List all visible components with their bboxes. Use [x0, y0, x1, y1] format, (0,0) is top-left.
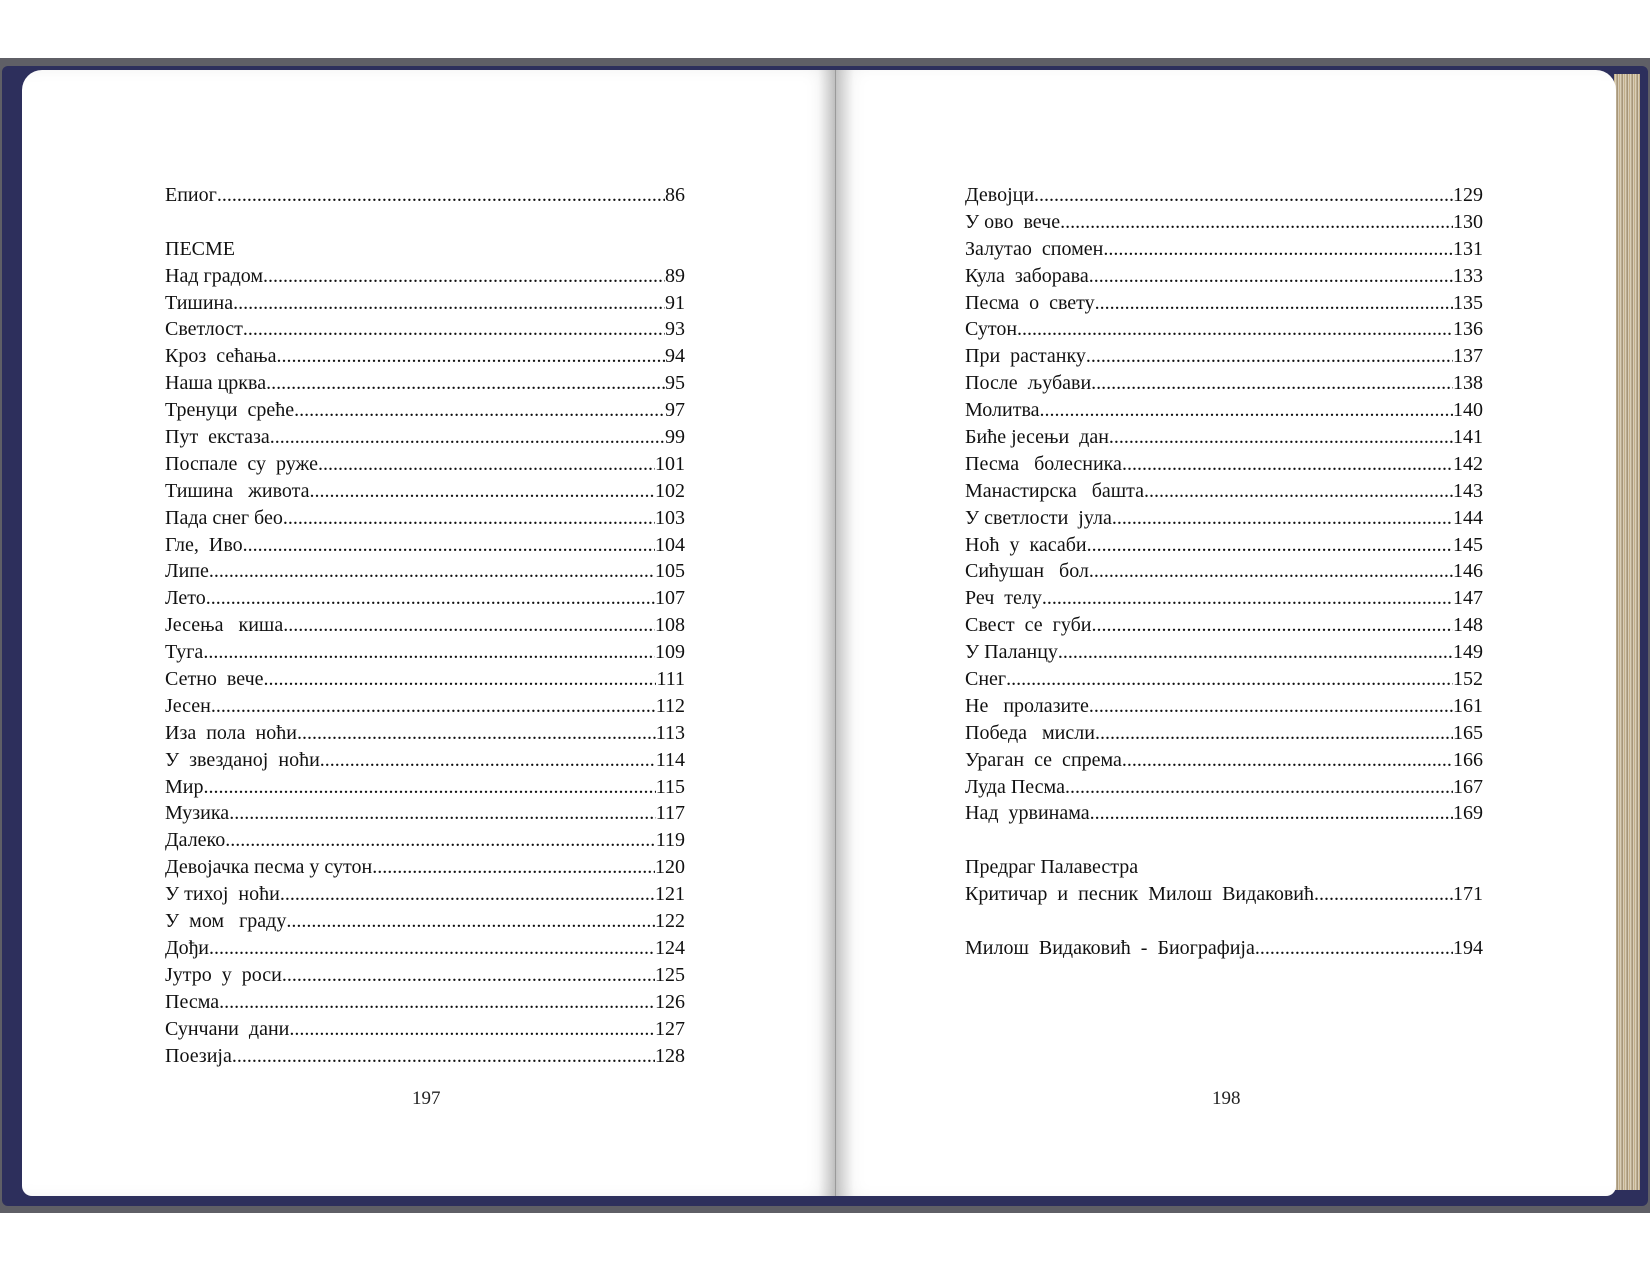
leader-dots: [282, 962, 655, 989]
toc-entry: [165, 612, 685, 639]
toc-entry-page: 95: [665, 372, 685, 395]
toc-entry-title: Поспале су руже: [165, 452, 318, 475]
toc-entry-title: Тишина живота: [165, 479, 310, 502]
toc-entry: [165, 397, 685, 424]
left-entries-list: [165, 263, 685, 1070]
toc-entry: [165, 881, 685, 908]
leader-dots: [1122, 747, 1453, 774]
toc-entry-page: 117: [655, 802, 685, 825]
leader-dots: [211, 693, 656, 720]
toc-entry-page: 141: [1453, 426, 1483, 449]
leader-dots: [1109, 424, 1453, 451]
toc-entry-title: Снег: [965, 668, 1007, 691]
leader-dots: [1089, 693, 1453, 720]
toc-entry-page: 126: [655, 990, 685, 1013]
toc-entry-page: 166: [1453, 748, 1483, 771]
toc-entry-title: Епиог: [165, 184, 217, 206]
toc-entry-title: Девојачка песма у сутон: [165, 856, 373, 879]
toc-entry-title: Јесен: [165, 694, 211, 717]
toc-entry: [965, 666, 1483, 693]
toc-entry: [965, 370, 1483, 397]
toc-entry-title: Поезија: [165, 1044, 232, 1067]
toc-entry: [165, 558, 685, 585]
page-edges: [1614, 74, 1640, 1190]
toc-entry: [165, 827, 685, 854]
leader-dots: [1314, 881, 1453, 908]
toc-entry: [165, 989, 685, 1016]
spine-fold: [835, 70, 836, 1196]
toc-entry-page: 103: [655, 506, 685, 529]
toc-entry-title: Далеко: [165, 829, 226, 852]
toc-entry: [165, 908, 685, 935]
toc-entry-title: Сунчани дани: [165, 1017, 290, 1040]
toc-entry-page: 131: [1453, 237, 1483, 260]
toc-entry-title: Залутао спомен: [965, 237, 1104, 260]
toc-entry-title: Критичар и песник Милош Видаковић: [965, 883, 1315, 906]
leader-dots: [1103, 236, 1453, 263]
toc-entry-page: 149: [1453, 641, 1483, 664]
leader-dots: [318, 451, 655, 478]
toc-entry: [165, 1043, 685, 1070]
toc-entry-page: 94: [665, 345, 685, 368]
section-title: ПЕСМЕ: [165, 237, 235, 260]
leader-dots: [1255, 935, 1453, 962]
toc-entry-page: 142: [1453, 452, 1483, 475]
leader-dots: [209, 935, 655, 962]
toc-entry: [165, 935, 685, 962]
toc-entry-title: Над урвинама: [965, 802, 1090, 825]
leader-dots: [310, 478, 655, 505]
leader-dots: [1095, 290, 1453, 317]
leader-dots: [233, 290, 665, 317]
leader-dots: [232, 1043, 655, 1070]
page-number-right: 198: [1212, 1088, 1241, 1109]
toc-entry: [165, 720, 685, 747]
toc-entry-page: 120: [655, 856, 685, 879]
toc-entry-page: 97: [665, 399, 685, 422]
toc-entry: [965, 532, 1483, 559]
toc-entry-title: У тихој ноћи: [165, 883, 280, 906]
toc-entry-page: 143: [1453, 479, 1483, 502]
toc-entry: [165, 290, 685, 317]
toc-entry: [965, 290, 1483, 317]
toc-entry-page: 130: [1453, 210, 1483, 233]
toc-entry-title: Сутон: [965, 318, 1018, 341]
leader-dots: [1089, 263, 1453, 290]
leader-dots: [225, 827, 655, 854]
toc-entry: [965, 612, 1483, 639]
spacer: [165, 209, 685, 236]
leader-dots: [280, 881, 655, 908]
toc-entry-title: У мом граду: [165, 910, 287, 933]
toc-entry-title: Сетно вече: [165, 668, 264, 691]
toc-entry: [165, 962, 685, 989]
leader-dots: [372, 854, 655, 881]
toc-entry-page: 114: [655, 748, 685, 771]
leader-dots: [1095, 720, 1453, 747]
toc-entry-title: Ураган се спрема: [965, 748, 1122, 771]
toc-entry-title: Музика: [165, 802, 230, 825]
toc-entry-title: Милош Видаковић - Биографија: [965, 936, 1255, 959]
toc-entry-page: 144: [1453, 506, 1483, 529]
toc-entry-page: 129: [1453, 184, 1483, 206]
toc-entry: [165, 370, 685, 397]
toc-entry: [165, 316, 685, 343]
leader-dots: [1122, 451, 1453, 478]
toc-entry-biography: [965, 935, 1483, 962]
toc-entry: [965, 558, 1483, 585]
toc-entry: [165, 343, 685, 370]
leader-dots: [1060, 209, 1453, 236]
leader-dots: [1090, 800, 1453, 827]
leader-dots: [266, 370, 665, 397]
toc-entry: [965, 343, 1483, 370]
toc-entry-page: 99: [665, 426, 685, 449]
leader-dots: [283, 505, 655, 532]
toc-entry-page: 165: [1453, 721, 1483, 744]
leader-dots: [1091, 370, 1453, 397]
toc-entry-page: 169: [1453, 802, 1483, 825]
toc-entry: [965, 236, 1483, 263]
toc-entry: [965, 693, 1483, 720]
toc-entry: [165, 854, 685, 881]
toc-entry: [165, 639, 685, 666]
leader-dots: [1042, 585, 1453, 612]
toc-entry-title: У ово вече: [965, 210, 1061, 233]
toc-entry-page: 122: [655, 910, 685, 933]
toc-entry: [965, 774, 1483, 801]
leader-dots: [209, 558, 655, 585]
toc-entry-title: Јесења киша: [165, 614, 284, 637]
leader-dots: [276, 343, 665, 370]
toc-entry-page: 128: [655, 1044, 685, 1067]
toc-entry-page: 147: [1453, 587, 1483, 610]
toc-entry-title: Победа мисли: [965, 721, 1095, 744]
toc-entry: [965, 747, 1483, 774]
toc-entry-page: 113: [655, 721, 685, 744]
leader-dots: [1040, 397, 1453, 424]
leader-dots: [297, 720, 656, 747]
leader-dots: [289, 1016, 655, 1043]
toc-entry: [165, 263, 685, 290]
toc-entry-page: 89: [665, 264, 685, 287]
toc-entry: [165, 666, 685, 693]
toc-entry: [965, 585, 1483, 612]
toc-entry-title: Липе: [165, 560, 209, 583]
toc-entry-page: 137: [1453, 345, 1483, 368]
toc-entry-page: 135: [1453, 291, 1483, 314]
toc-entry: [965, 639, 1483, 666]
toc-entry-title: Туга: [165, 641, 204, 664]
leader-dots: [204, 774, 656, 801]
toc-entry-title: Свест се губи: [965, 614, 1092, 637]
toc-entry-title: Не пролазите: [965, 694, 1089, 717]
toc-entry-title: Тишина: [165, 291, 234, 314]
toc-entry-page: 102: [655, 479, 685, 502]
leader-dots: [1017, 316, 1453, 343]
toc-entry-title: Тренуци среће: [165, 399, 295, 422]
toc-entry: [165, 747, 685, 774]
toc-entry-title: Биће јесењи дан: [965, 426, 1109, 449]
toc-entry-essay: [965, 881, 1483, 908]
toc-entry: [965, 451, 1483, 478]
toc-entry-title: Јутро у роси: [165, 963, 282, 986]
toc-entry-title: При растанку: [965, 345, 1086, 368]
toc-entry-title: Манастирска башта: [965, 479, 1145, 502]
toc-entry-title: Кула заборава: [965, 264, 1089, 287]
toc-entry-page: 115: [655, 775, 685, 798]
toc-entry-title: Луда Песма: [965, 775, 1065, 798]
toc-entry-page: 86: [665, 184, 685, 206]
leader-dots: [294, 397, 665, 424]
leader-dots: [1086, 343, 1453, 370]
toc-entry: [965, 478, 1483, 505]
leader-dots: [264, 666, 657, 693]
toc-entry: [165, 532, 685, 559]
toc-entry-page: 105: [655, 560, 685, 583]
toc-entry-page: 138: [1453, 372, 1483, 395]
leader-dots: [217, 182, 665, 209]
toc-entry: [165, 585, 685, 612]
leader-dots: [1034, 182, 1453, 209]
toc-entry-page: 194: [1453, 936, 1483, 959]
toc-entry-page: 101: [655, 452, 685, 475]
toc-entry: [965, 800, 1483, 827]
toc-entry: [965, 316, 1483, 343]
toc-entry-page: 133: [1453, 264, 1483, 287]
toc-entry-page: 91: [665, 291, 685, 314]
toc-entry-title: Сићушан бол: [965, 560, 1089, 583]
toc-entry-title: Пада снег бео: [165, 506, 283, 529]
toc-entry-title: Наша црква: [165, 372, 267, 395]
toc-entry-title: Иза пола ноћи: [165, 721, 297, 744]
toc-entry: [165, 451, 685, 478]
leader-dots: [283, 612, 655, 639]
leader-dots: [243, 316, 665, 343]
toc-entry-title: Песма болесника: [965, 452, 1122, 475]
toc-entry: [965, 209, 1483, 236]
toc-entry-page: 121: [655, 883, 685, 906]
leader-dots: [1065, 774, 1453, 801]
toc-entry: [165, 693, 685, 720]
toc-entry-page: 140: [1453, 399, 1483, 422]
toc-entry-page: 152: [1453, 668, 1483, 691]
toc-entry-page: 107: [655, 587, 685, 610]
book-gutter: [818, 70, 854, 1196]
toc-entry: [965, 505, 1483, 532]
toc-entry: [165, 1016, 685, 1043]
leader-dots: [286, 908, 655, 935]
toc-entry-title: Над градом: [165, 264, 264, 287]
leader-dots: [243, 532, 655, 559]
toc-entry-epilogue: [165, 182, 685, 209]
toc-entry-title: Пут екстаза: [165, 426, 270, 449]
toc-entry-title: Песма: [165, 990, 220, 1013]
toc-entry-title: Молитва: [965, 399, 1040, 422]
toc-entry: [965, 720, 1483, 747]
toc-entry-title: У Паланцу: [965, 641, 1058, 664]
toc-entry-page: 148: [1453, 614, 1483, 637]
leader-dots: [270, 424, 665, 451]
toc-entry: [165, 424, 685, 451]
toc-entry-title: Девојци: [965, 184, 1035, 206]
leader-dots: [1091, 612, 1453, 639]
leader-dots: [206, 585, 655, 612]
toc-entry-page: 111: [656, 668, 685, 691]
toc-entry: [965, 182, 1483, 209]
leader-dots: [203, 639, 655, 666]
toc-entry-title: Гле, Иво: [165, 533, 243, 556]
toc-entry-page: 125: [655, 963, 685, 986]
toc-entry-title: Мир: [165, 775, 204, 798]
toc-entry-page: 146: [1453, 560, 1483, 583]
toc-entry-title: Песма о свету: [965, 291, 1095, 314]
toc-entry-page: 171: [1453, 883, 1483, 906]
toc-entry-page: 119: [655, 829, 685, 852]
toc-entry: [165, 800, 685, 827]
toc-entry-page: 145: [1453, 533, 1483, 556]
toc-entry-page: 109: [655, 641, 685, 664]
toc-entry-page: 93: [665, 318, 685, 341]
toc-entry-title: Светлост: [165, 318, 243, 341]
right-entries-list: [965, 182, 1483, 827]
leader-dots: [320, 747, 656, 774]
toc-entry: [965, 397, 1483, 424]
toc-entry: [165, 505, 685, 532]
toc-entry: [965, 263, 1483, 290]
leader-dots: [1089, 558, 1453, 585]
leader-dots: [1112, 505, 1453, 532]
toc-entry-title: Реч телу: [965, 587, 1042, 610]
toc-entry-title: У звезданој ноћи: [165, 748, 320, 771]
leader-dots: [1144, 478, 1453, 505]
toc-entry: [165, 478, 685, 505]
leader-dots: [1058, 639, 1453, 666]
toc-entry-page: 112: [655, 694, 685, 717]
toc-entry-page: 108: [655, 614, 685, 637]
toc-entry-page: 104: [655, 533, 685, 556]
toc-entry: [165, 774, 685, 801]
toc-entry-title: После љубави: [965, 372, 1092, 395]
toc-entry-page: 167: [1453, 775, 1483, 798]
spacer: [965, 827, 1483, 854]
toc-entry-title: Лето: [165, 587, 206, 610]
leader-dots: [219, 989, 655, 1016]
toc-entry: [965, 424, 1483, 451]
leader-dots: [1087, 532, 1453, 559]
leader-dots: [1006, 666, 1453, 693]
toc-entry-page: 127: [655, 1017, 685, 1040]
leader-dots: [229, 800, 656, 827]
toc-entry-page: 136: [1453, 318, 1483, 341]
toc-entry-title: Кроз сећања: [165, 345, 277, 368]
left-toc: [165, 182, 685, 1069]
toc-entry-page: 161: [1453, 694, 1483, 717]
toc-entry-title: Дођи: [165, 936, 210, 959]
spacer: [965, 908, 1483, 935]
essay-author: Предраг Палавестра: [965, 856, 1139, 879]
page-number-left: 197: [412, 1088, 441, 1109]
toc-entry-page: 124: [655, 936, 685, 959]
right-toc: [965, 182, 1483, 962]
toc-entry-title: У светлости јула: [965, 506, 1112, 529]
leader-dots: [263, 263, 665, 290]
toc-entry-title: Ноћ у касаби: [965, 533, 1087, 556]
